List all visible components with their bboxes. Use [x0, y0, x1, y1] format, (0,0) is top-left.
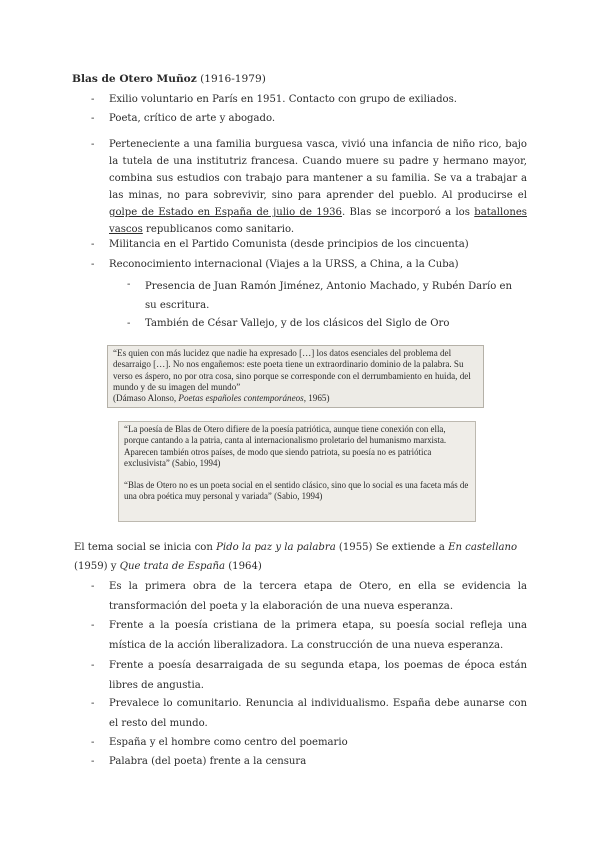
author-years: (1916-1979): [200, 73, 266, 85]
bullet-dash: -: [91, 620, 95, 631]
author-heading: [72, 73, 266, 85]
bio-text: Militancia en el Partido Comunista (desde principios de los cincuenta): [109, 239, 469, 250]
point-text: Es la primera obra de la tercera etapa de Otero, en ella se evidencia la transformación del poeta y la elaboración de una nueva esperanza.: [109, 581, 527, 612]
bullet-dash: -: [91, 139, 95, 150]
quote-source: , 1965): [303, 393, 330, 404]
point-text: España y el hombre como centro del poemario: [109, 737, 348, 748]
bullet-dash: -: [127, 279, 131, 290]
author-name: Blas de Otero Muñoz: [72, 73, 197, 85]
bio-text-part: republicanos como sanitario.: [142, 224, 295, 236]
point-text: Frente a la poesía cristiana de la primera etapa, su poesía social refleja una mística de la acción liberalizadora. La construcción de una nueva esperanza.: [109, 620, 527, 651]
bio-text: Reconocimiento internacional (Viajes a la URSS, a China, a la Cuba): [109, 259, 459, 270]
influence-text: También de César Vallejo, y de los clásicos del Siglo de Oro: [145, 318, 450, 329]
intro-text: El tema social se inicia con: [74, 542, 217, 553]
link-batallones-vascos[interactable]: batallones vascos: [109, 207, 527, 236]
quote-text: “La poesía de Blas de Otero difiere de la poesía patriótica, aunque tiene conexión con ella, porque cantando a la patria, canta al internacionalismo proletario del humanismo marxista. Aparecen también otros países, de modo que siendo patriota, su poesía no es patriótica exclusivista” (Sabio, 1994): [124, 424, 447, 469]
bio-text-part: . Blas se incorporó a los: [341, 207, 475, 219]
bullet-dash: -: [127, 318, 131, 329]
bullet-dash: -: [91, 756, 95, 767]
intro-text: (1955) Se extiende a: [335, 542, 449, 553]
bullet-dash: -: [91, 737, 95, 748]
bio-text: Exilio voluntario en París en 1951. Contacto con grupo de exiliados.: [109, 94, 458, 105]
social-intro: [74, 538, 534, 576]
bullet-dash: -: [91, 581, 95, 592]
bio-text-part: Perteneciente a una familia burguesa vasca, vivió una infancia de niño rico, bajo la tutela de una institutriz francesa. Cuando muere su padre y hermano mayor, combina sus estudios con trabajo para mantener a su familia. Se va a trabajar a las minas, no para sobrevivir, sino para aprender del pueblo. Al producirse el: [109, 139, 527, 202]
bio-text: Poeta, crítico de arte y abogado.: [109, 113, 276, 124]
point-text: Prevalece lo comunitario. Renuncia al individualismo. España debe aunarse con el resto del mundo.: [109, 698, 527, 729]
bullet-dash: -: [91, 698, 95, 709]
point-text: Palabra (del poeta) frente a la censura: [109, 756, 307, 767]
quote-box-alonso: [107, 345, 484, 408]
work-title: Que trata de España: [119, 561, 226, 572]
bullet-dash: -: [91, 239, 95, 250]
work-title: En castellano: [448, 542, 518, 553]
bullet-dash: -: [91, 660, 95, 671]
bullet-dash: -: [91, 113, 95, 124]
link-golpe-estado[interactable]: golpe de Estado en España de julio de 1936: [109, 207, 342, 219]
quote-text: “Blas de Otero no es un poeta social en el sentido clásico, sino que lo social es una faceta más de una obra poética muy personal y variada” (Sabio, 1994): [124, 479, 469, 502]
bullet-dash: -: [91, 259, 95, 270]
intro-text: (1959) y: [74, 561, 120, 572]
intro-text: (1964): [225, 561, 262, 572]
bullet-dash: -: [91, 94, 95, 105]
point-text: Frente a poesía desarraigada de su segunda etapa, los poemas de época están libres de angustia.: [109, 660, 527, 691]
quote-text: “Es quien con más lucidez que nadie ha expresado […] los datos esenciales del problema del desarraigo […]. No nos engañemos: este poeta tiene un extraordinario dominio de la palabra. Su verso es áspero, no por otra cosa, sino porque se corresponde con el derrumbamiento en huida, del mundo y de su imagen del mundo”: [113, 348, 471, 392]
work-title: Pido la paz y la palabra: [216, 542, 336, 553]
influence-text: Presencia de Juan Ramón Jiménez, Antonio Machado, y Rubén Darío en su escritura.: [145, 281, 513, 311]
quote-source-work: Poetas españoles contemporáneos: [178, 393, 304, 404]
bio-text-long: [109, 136, 527, 239]
quote-box-sabio: [118, 421, 476, 522]
quote-source: (Dámaso Alonso,: [113, 393, 179, 404]
